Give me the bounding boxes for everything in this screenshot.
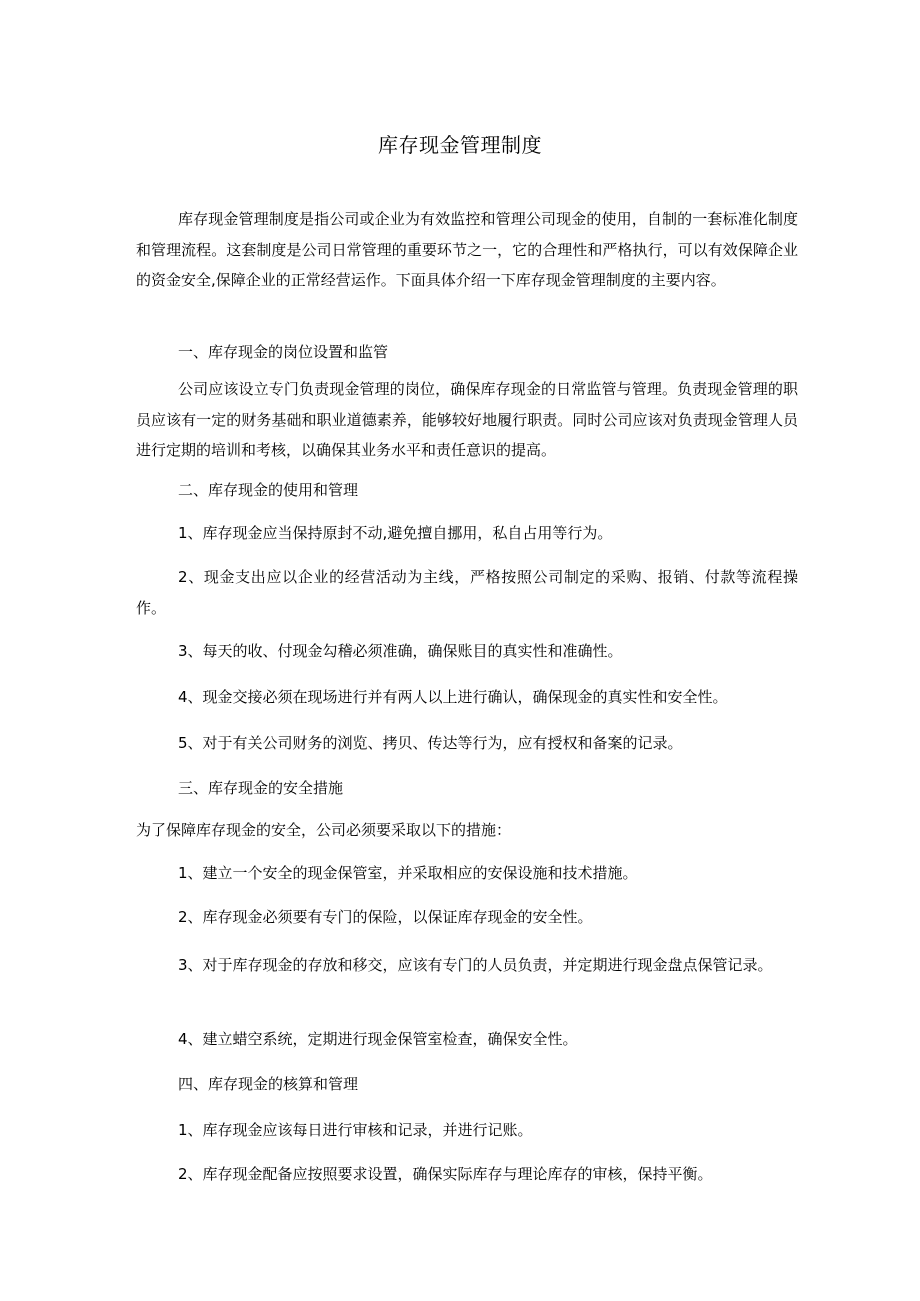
section-3-item-4: 4、建立蜡空系统，定期进行现金保管室检查，确保安全性。	[178, 1030, 578, 1048]
section-2-item-2: 2、现金支出应以企业的经营活动为主线，严格按照公司制定的采购、报销、付款等流程操作。	[136, 568, 798, 617]
document-title: 库存现金管理制度	[378, 133, 542, 157]
section-2-item-5: 5、对于有关公司财务的浏览、拷贝、传达等行为，应有授权和备案的记录。	[178, 734, 683, 752]
section-heading-4: 四、库存现金的核算和管理	[178, 1075, 359, 1093]
section-4-item-1: 1、库存现金应该每日进行审核和记录，并进行记账。	[178, 1121, 533, 1139]
section-heading-2: 二、库存现金的使用和管理	[178, 481, 359, 499]
intro-paragraph: 库存现金管理制度是指公司或企业为有效监控和管理公司现金的使用，自制的一套标准化制度和管理流程。这套制度是公司日常管理的重要环节之一，它的合理性和严格执行，可以有效保障企业的资金安全,保障企业的正常经营运作。下面具体介绍一下库存现金管理制度的主要内容。	[136, 210, 798, 289]
section-3-item-1: 1、建立一个安全的现金保管室，并采取相应的安保设施和技术措施。	[178, 864, 638, 882]
section-1-paragraph: 公司应该设立专门负责现金管理的岗位，确保库存现金的日常监管与管理。负责现金管理的职员应该有一定的财务基础和职业道德素养，能够较好地履行职责。同时公司应该对负责现金管理人员进行定期的培训和考核，以确保其业务水平和责任意识的提高。	[136, 380, 798, 459]
section-4-item-2: 2、库存现金配备应按照要求设置，确保实际库存与理论库存的审核，保持平衡。	[178, 1165, 713, 1183]
section-3-item-2: 2、库存现金必须要有专门的保险，以保证库存现金的安全性。	[178, 908, 593, 926]
section-2-item-4: 4、现金交接必须在现场进行并有两人以上进行确认，确保现金的真实性和安全性。	[178, 688, 728, 706]
section-3-item-3: 3、对于库存现金的存放和移交，应该有专门的人员负责，并定期进行现金盘点保管记录。	[178, 956, 773, 974]
section-3-intro: 为了保障库存现金的安全，公司必须要采取以下的措施：	[136, 821, 512, 839]
section-heading-1: 一、库存现金的岗位设置和监管	[178, 343, 389, 361]
section-heading-3: 三、库存现金的安全措施	[178, 779, 344, 797]
section-2-item-1: 1、库存现金应当保持原封不动,避免擅自挪用，私自占用等行为。	[178, 524, 613, 542]
section-2-item-3: 3、每天的收、付现金勾稽必须准确，确保账目的真实性和准确性。	[178, 642, 623, 660]
